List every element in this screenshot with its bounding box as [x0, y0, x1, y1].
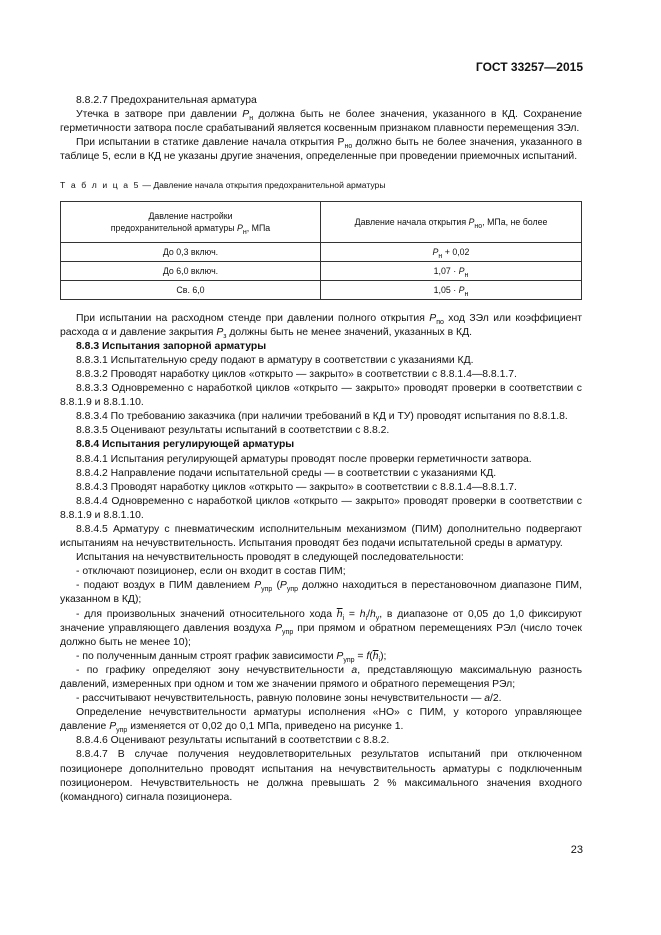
pressure-table [60, 201, 582, 300]
table-header-row [61, 201, 582, 242]
table-cell: До 0,3 включ. [61, 242, 321, 261]
graph-step: - по полученным данным строят график зависимости $P_{упр} = f(\overline{h}_i)$; [76, 650, 387, 664]
list-item: 8.8.3.1 Испытательную среду подают в арматуру в соответствии с указаниями КД. [76, 354, 474, 366]
list-item: - отключают позиционер, если он входит в состав ПИМ; [76, 566, 346, 578]
list-item: 8.8.4.6 Оценивают результаты испытаний в соответствии с 8.8.2. [76, 735, 390, 747]
list-item: 8.8.4.4 Одновременно с наработкой циклов «открыто — закрыто» проводят проверки в соответствии с 8.8.1.9 и 8.8.1.10. [60, 495, 582, 521]
leak-paragraph: Утечка в затворе при давлении $P_н$ должна быть не более значения, указанного в КД. Сохранение герметичности затвора после срабатываний является косвенным признаком плавности перемещения ЗЭл. [60, 109, 582, 135]
table-row [61, 261, 582, 280]
list-item: 8.8.4.3 Проводят наработку циклов «открыто — закрыто» в соответствии с 8.8.1.4—8.8.1.7. [76, 481, 517, 493]
table-cell: До 6,0 включ. [61, 261, 321, 280]
list-item: 8.8.4.2 Направление подачи испытательной среды — в соответствии с указаниями КД. [76, 467, 497, 479]
flow-paragraph: При испытании на расходном стенде при давлении полного открытия $P_{по}$ ход ЗЭл или коэффициент расхода α и давление закрытия $P_з$ должны быть не менее значений, указанных в КД. [60, 312, 582, 340]
table-row [61, 280, 582, 299]
table-cell: Св. 6,0 [61, 280, 321, 299]
table-cell: $1,07 \cdot P_н$ [321, 261, 582, 280]
stroke-step: - для произвольных значений относительного хода $\overline{h}_i = h_i/h_у$, в диапазоне от 0,05 до 1,0 фиксируют значение управляющего давления воздуха $P_{упр}$ при прямом и обратном перемещениях РЭл (число точек должно быть не менее 10); [60, 608, 582, 648]
section-883-heading: 8.8.3 Испытания запорной арматуры [76, 340, 267, 352]
header-cell-opening: Давление начала открытия $P_{но}$, МПа, не более [321, 201, 582, 242]
section-8827-heading: 8.8.2.7 Предохранительная арматура [76, 95, 257, 106]
header-cell-setting: Давление настройки предохранительной арматуры $P_н$, МПа [61, 201, 321, 242]
table-caption: Т а б л и ц а 5 — Давление начала открытия предохранительной арматуры [60, 180, 386, 191]
list-item: 8.8.3.2 Проводят наработку циклов «открыто — закрыто» в соответствии с 8.8.1.4—8.8.1.7. [76, 368, 517, 380]
zone-step: - по графику определяют зону нечувствительности a, представляющую максимальную разность давлений, измеренных при одном и том же значении прямого и обратного перемещения РЭл; [60, 664, 582, 690]
page-content [60, 94, 582, 805]
list-item: Испытания на нечувствительность проводят в следующей последовательности: [76, 552, 464, 564]
page-number: 23 [570, 844, 583, 856]
table-cell: $P_н + 0,02$ [321, 242, 582, 261]
list-item: 8.8.4.7 В случае получения неудовлетворительных результатов испытаний при отключенном позиционере дополнительно проводят испытания на нечувствительность арматуры с подключенным позиционером. Нечувствительность не должна превышать 2 % максимального значения входного (командного) сигнала позиционера. [60, 749, 582, 803]
list-item: 8.8.4.1 Испытания регулирующей арматуры проводят после проверки герметичности затвора. [76, 453, 532, 465]
table-cell: $1,05 \cdot P_н$ [321, 280, 582, 299]
list-item: 8.8.3.4 По требованию заказчика (при наличии требований в КД и ТУ) проводят испытания по 8.8.1.8. [76, 411, 568, 423]
air-step: - подают воздух в ПИМ давлением $P_{упр}$ ($P_{упр}$ должно находиться в перестановочном диапазоне ПИМ, указанном в КД); [60, 580, 582, 606]
list-item: 8.8.3.3 Одновременно с наработкой циклов «открыто — закрыто» проводят проверки в соответствии с 8.8.1.9 и 8.8.1.10. [60, 383, 582, 409]
calc-step: - рассчитывают нечувствительность, равную половине зоны нечувствительности — a/2. [76, 693, 502, 705]
list-item: 8.8.3.5 Оценивают результаты испытаний в соответствии с 8.8.2. [76, 425, 390, 437]
static-paragraph: При испытании в статике давление начала открытия $Р_{но}$ должно быть не более значения, указанного в таблице 5, если в КД не указаны другие значения, определенные при проведении приемочных испытаний. [60, 137, 582, 163]
section-884-heading: 8.8.4 Испытания регулирующей арматуры [76, 439, 295, 451]
standard-header: ГОСТ 33257—2015 [475, 60, 583, 74]
table-row [61, 242, 582, 261]
list-item: 8.8.4.5 Арматуру с пневматическим исполнительным механизмом (ПИМ) дополнительно подвергают испытаниям на нечувствительность. Испытания проводят без подачи испытательной среды в арматуру. [60, 523, 582, 550]
ho-paragraph: Определение нечувствительности арматуры исполнения «НО» с ПИМ, у которого управляющее давление $P_{упр}$ изменяется от 0,02 до 0,1 МПа, приведено на рисунке 1. [60, 707, 582, 735]
